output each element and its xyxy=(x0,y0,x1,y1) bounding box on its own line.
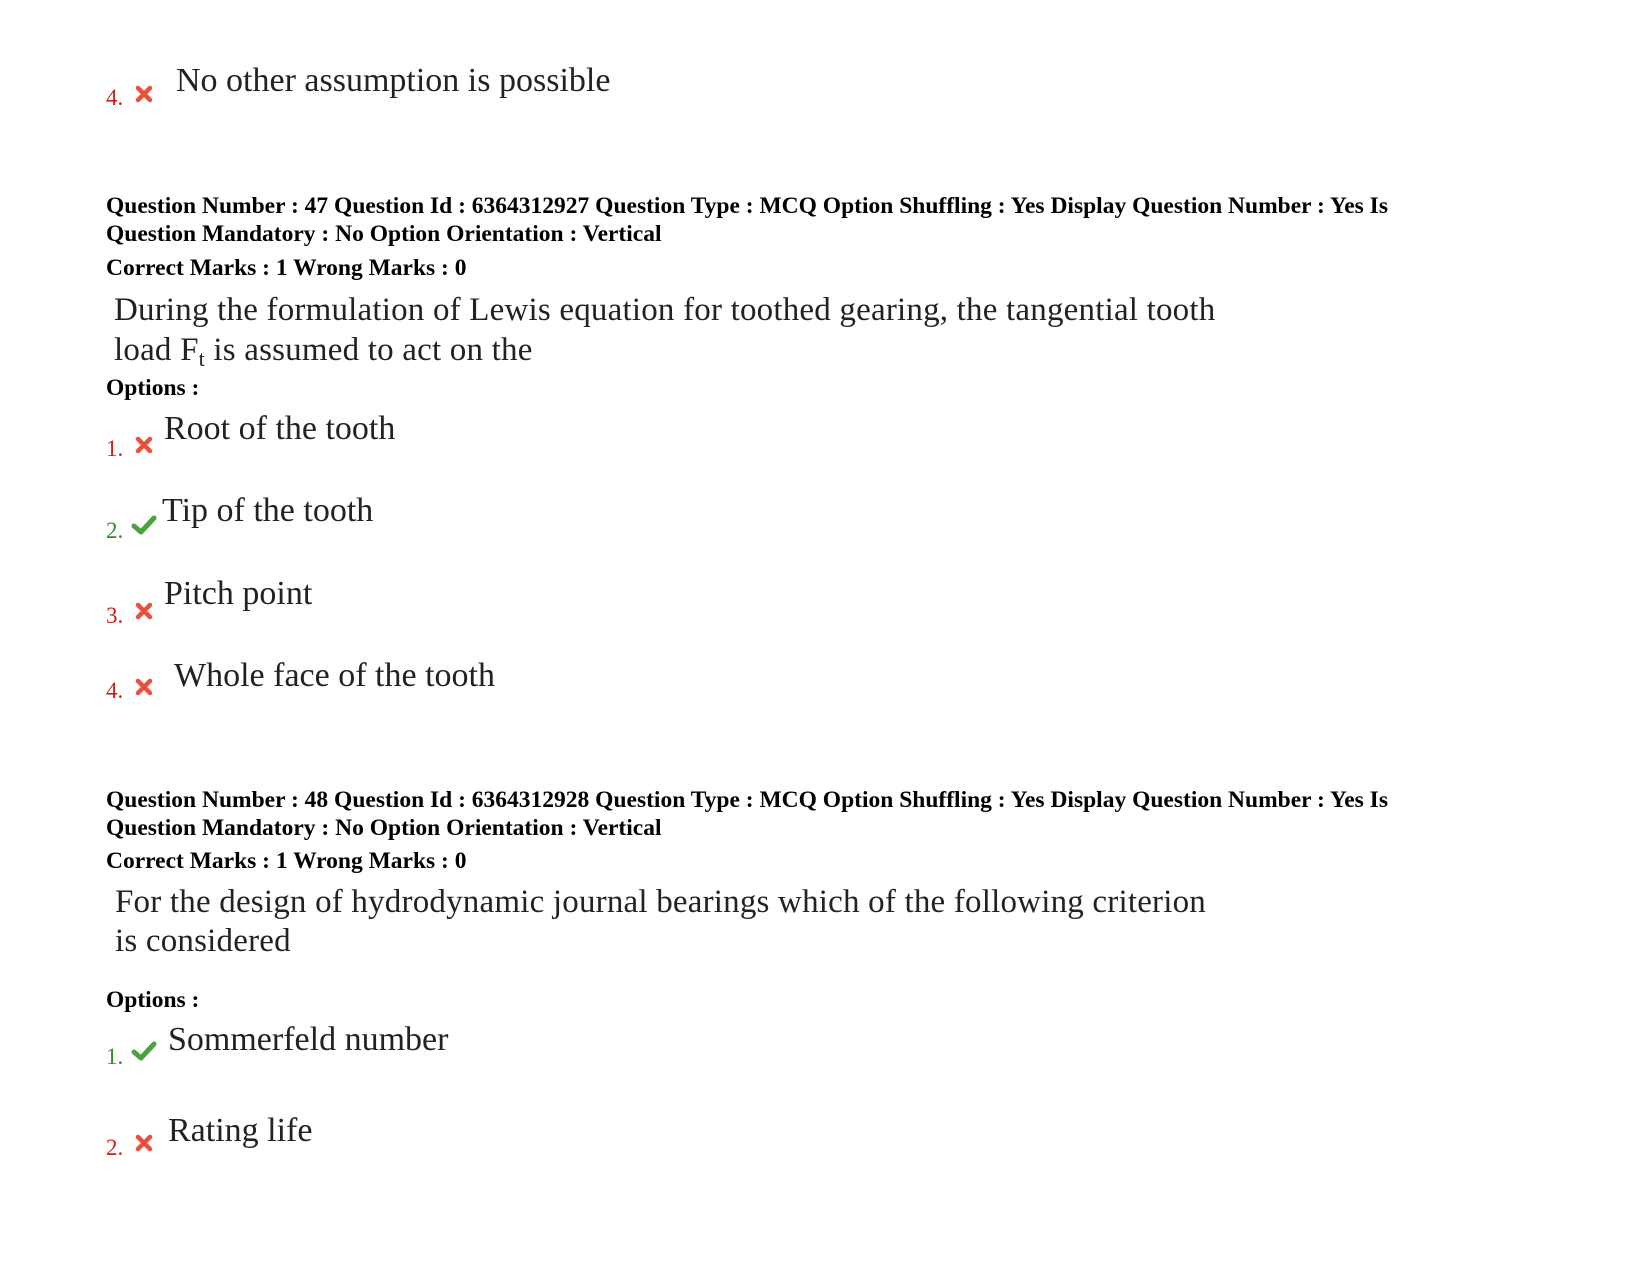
q48-meta-line-1: Question Number : 48 Question Id : 6364312928 Question Type : MCQ Option Shuffling : Yes Display Question Number : Yes Is xyxy=(106,787,1388,813)
q47-options-label: Options : xyxy=(106,375,200,401)
prev-option-4-text: No other assumption is possible xyxy=(176,62,611,99)
q47-marks: Correct Marks : 1 Wrong Marks : 0 xyxy=(106,255,467,281)
wrong-cross-icon xyxy=(133,1132,155,1154)
q47-question-line-2: load $F_t$ is assumed to act on the xyxy=(114,332,533,371)
q47-option-2-number: 2. xyxy=(106,518,124,543)
q47-option-2-text: Tip of the tooth xyxy=(162,492,374,529)
q47-question-line-1: During the formulation of Lewis equation for toothed gearing, the tangential tooth xyxy=(114,292,1216,328)
q47-option-4-text: Whole face of the tooth xyxy=(174,657,495,694)
q48-question-line-2: is considered xyxy=(115,923,291,959)
q47-option-4-number: 4. xyxy=(106,678,124,703)
q47-option-1-text: Root of the tooth xyxy=(164,410,396,447)
wrong-cross-icon xyxy=(133,83,155,105)
correct-check-icon xyxy=(131,1040,157,1062)
q47-option-1-number: 1. xyxy=(106,436,124,461)
q48-marks: Correct Marks : 1 Wrong Marks : 0 xyxy=(106,848,467,874)
q47-option-3-text: Pitch point xyxy=(164,575,313,612)
wrong-cross-icon xyxy=(133,434,155,456)
q48-options-label: Options : xyxy=(106,987,200,1013)
q48-option-1-text: Sommerfeld number xyxy=(168,1021,449,1058)
q47-option-3-number: 3. xyxy=(106,603,124,628)
prev-option-4-number: 4. xyxy=(106,85,124,110)
q48-option-2-number: 2. xyxy=(106,1135,124,1160)
wrong-cross-icon xyxy=(133,676,155,698)
q47-meta-line-1: Question Number : 47 Question Id : 6364312927 Question Type : MCQ Option Shuffling : Yes Display Question Number : Yes Is xyxy=(106,193,1388,219)
q48-meta-line-2: Question Mandatory : No Option Orientation : Vertical xyxy=(106,815,662,841)
wrong-cross-icon xyxy=(133,600,155,622)
q48-option-1-number: 1. xyxy=(106,1044,124,1069)
correct-check-icon xyxy=(131,514,157,536)
q48-question-line-1: For the design of hydrodynamic journal bearings which of the following criterion xyxy=(115,884,1206,920)
q48-option-2-text: Rating life xyxy=(168,1112,313,1149)
q47-meta-line-2: Question Mandatory : No Option Orientation : Vertical xyxy=(106,221,662,247)
